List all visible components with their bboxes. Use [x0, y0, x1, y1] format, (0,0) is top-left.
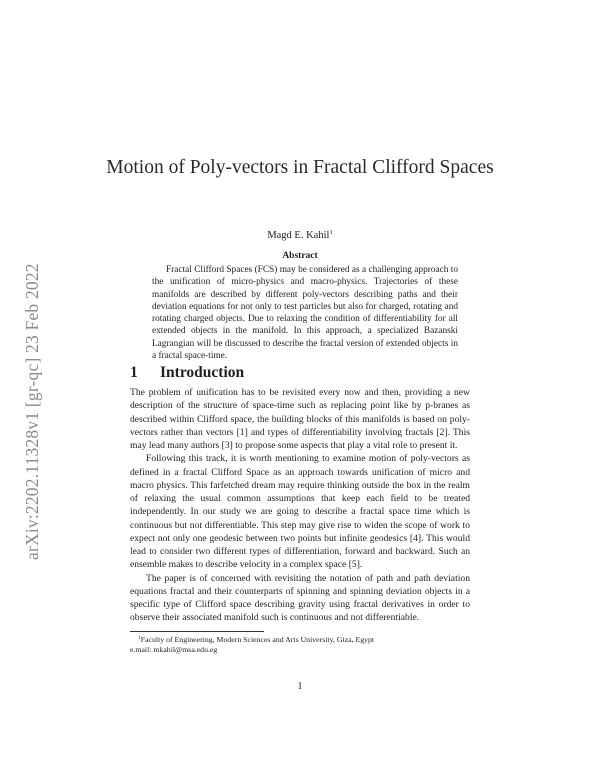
section-number: 1 — [130, 364, 138, 381]
paragraph: Following this track, it is worth mentioning to examine motion of poly-vectors as defined in a fractal Clifford Space as an approach towards unification of micro and macro physics. This farfetched dream may require thinking outside the box in the realm of relaxing the usual common assumptions that keep each field to be treated independently. In our study we are going to describe a fractal space time which is continuous but not differentiable. This step may give rise to widen the scope of work to expect not only one geodesic between two points but infinite geodesics [4]. This would lead to consider two different types of differentiation, forward and backward. Such an ensemble makes to describe velocity in a complex space [5]. — [130, 453, 470, 571]
paragraph: The paper is of concerned with revisiting the notation of path and path deviation equations fractal and their counterparts of spinning and spinning deviation objects in a specific type of Clifford space describing gravity using fractal derivatives in order to observe their associated manifold such is continuous and not differentiable. — [130, 572, 470, 624]
footnote-email: e.mail: mkahil@msa.edu.eg — [130, 645, 218, 654]
abstract-heading: Abstract — [282, 251, 318, 261]
section-title: Introduction — [160, 364, 245, 381]
footnote-mark: 1 — [138, 635, 141, 641]
footnote-divider — [130, 631, 264, 632]
footnote-affiliation: Faculty of Engineering, Modern Sciences and Arts University, Giza, Egypt — [140, 635, 375, 644]
author-footnote-mark[interactable]: 1 — [329, 229, 333, 236]
abstract-text: Fractal Clifford Spaces (FCS) may be considered as a challenging approach to the unification of micro-physics and macro-physics. Trajectories of these manifolds are described by different poly-vectors describing paths and their deviation equations for not only to test particles but also for charged, rotating and rotating charged objects. Due to relaxing the condition of differentiability for all extended objects in the manifold. In this approach, a specialized Bazanski Lagrangian will be discussed to describe the fractal version of extended objects in a fractal space-time. — [152, 265, 458, 362]
page-number: 1 — [297, 681, 303, 692]
author-line — [0, 229, 600, 241]
paper-title: Motion of Poly-vectors in Fractal Clifford Spaces — [106, 157, 494, 178]
section-heading-introduction — [130, 364, 244, 382]
paragraph: The problem of unification has to be revisited every now and then, providing a new description of the structure of space-time such as replacing point like by p-branes as described within Clifford space, the building blocks of this manifolds is based on poly-vectors rather than vectors [1] and types of differentiability involving fractals [2]. This may lead many authors [3] to propose some aspects that play a vital role to present it. — [130, 387, 470, 451]
footnote — [130, 633, 470, 655]
footnote-affiliation-line — [130, 633, 470, 645]
author-name: Magd E. Kahil — [267, 230, 330, 241]
arxiv-identifier-stamp: arXiv:2202.11328v1 [gr-qc] 23 Feb 2022 — [22, 263, 42, 560]
introduction-body — [130, 386, 470, 625]
